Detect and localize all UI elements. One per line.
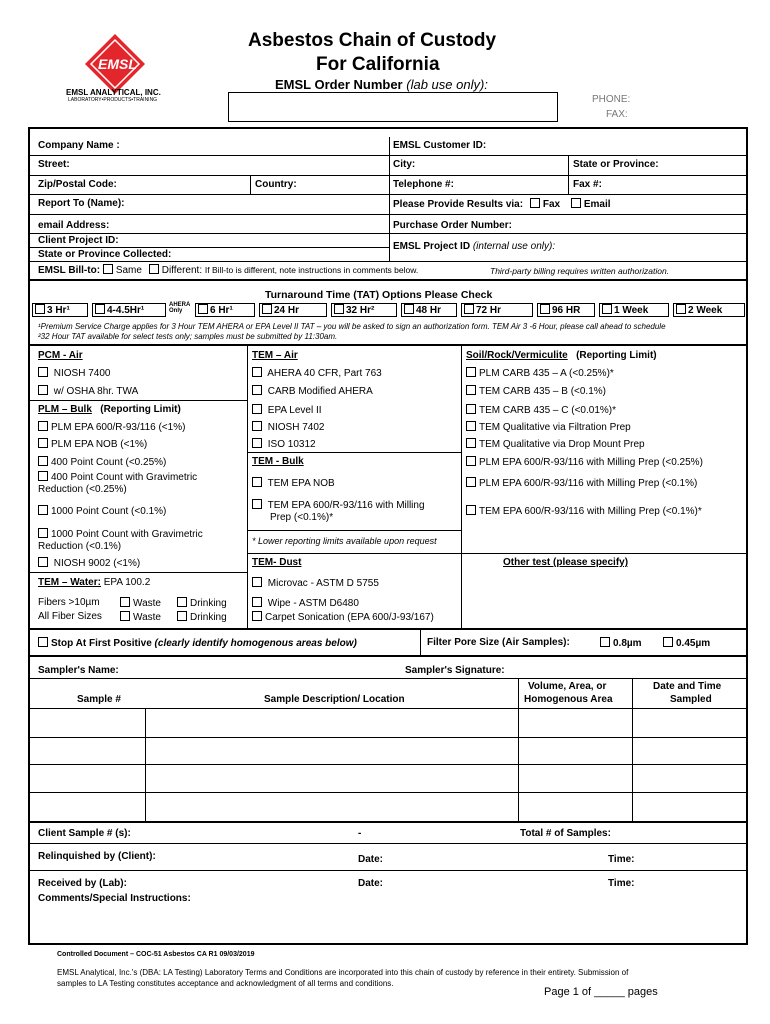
tat-footnote-1: ¹Premium Service Charge applies for 3 Hour TEM AHERA or EPA Level II TAT – you will be asked to sign an authorization form. TEM Air 3 -6 Hour, please call ahead to schedule: [38, 322, 666, 331]
page-count: Page 1 of _____ pages: [544, 986, 658, 998]
pc400-grav-option[interactable]: 400 Point Count with Gravimetric: [38, 471, 197, 484]
order-number-box[interactable]: [228, 92, 558, 122]
tat-72hr[interactable]: 72 Hr: [461, 303, 533, 317]
iso-10312-option[interactable]: ISO 10312: [252, 438, 316, 451]
state-label: State or Province:: [573, 159, 659, 170]
pc1000-grav-line2: Reduction (<0.1%): [38, 541, 122, 552]
terms-line2: samples to LA Testing constitutes acceptance and acknowledgment of all terms and conditions.: [57, 979, 394, 988]
telephone-label: Telephone #:: [393, 179, 454, 190]
tem-carb-b-option[interactable]: TEM CARB 435 – B (<0.1%): [466, 385, 606, 398]
tem-dust-heading: TEM- Dust: [252, 557, 302, 568]
tem-epa600-option[interactable]: TEM EPA 600/R-93/116 with Milling: [252, 499, 425, 512]
received-time-label: Time:: [608, 878, 635, 889]
lower-limits-note: * Lower reporting limits available upon request: [252, 536, 437, 546]
tem-carb-c-option[interactable]: TEM CARB 435 – C (<0.01%)*: [466, 404, 616, 417]
col-sample-description: Sample Description/ Location: [264, 694, 405, 705]
page-title-line2: For California: [316, 54, 440, 75]
pc1000-option[interactable]: 1000 Point Count (<0.1%): [38, 505, 166, 518]
tat-footnote-2: ²32 Hour TAT available for select tests only; samples must be submitted by 11:30am.: [38, 332, 338, 341]
city-label: City:: [393, 159, 416, 170]
state-collected-label: State or Province Collected:: [38, 249, 172, 260]
niosh-9002-option[interactable]: NIOSH 9002 (<1%): [38, 557, 140, 570]
zip-label: Zip/Postal Code:: [38, 179, 117, 190]
client-sample-dash: -: [358, 828, 362, 839]
tat-1week[interactable]: 1 Week: [599, 303, 669, 317]
order-number-label: EMSL Order Number (lab use only):: [275, 77, 488, 92]
tat-4hr[interactable]: 4-4.5Hr¹: [92, 303, 166, 317]
street-label: Street:: [38, 159, 70, 170]
pcm-air-heading: PCM - Air: [38, 350, 83, 361]
pore-045-option[interactable]: 0.45µm: [663, 637, 710, 650]
col-sample-number: Sample #: [77, 694, 121, 705]
pc400-option[interactable]: 400 Point Count (<0.25%): [38, 456, 166, 469]
tem-epa600-line2: Prep (<0.1%)*: [270, 512, 334, 523]
soil-heading: Soil/Rock/Vermiculite (Reporting Limit): [466, 350, 657, 361]
tat-24hr[interactable]: 24 Hr: [259, 303, 327, 317]
tat-3hr[interactable]: 3 Hr¹: [32, 303, 88, 317]
relinquished-date-label: Date:: [358, 854, 384, 865]
emsl-project-label: EMSL Project ID (internal use only):: [393, 241, 556, 252]
client-sample-label: Client Sample # (s):: [38, 828, 131, 839]
niosh-7402-option[interactable]: NIOSH 7402: [252, 421, 324, 434]
microvac-option[interactable]: Microvac - ASTM D 5755: [252, 577, 379, 590]
col-volume-line2: Homogenous Area: [524, 694, 613, 705]
controlled-document: Controlled Document – COC-51 Asbestos CA R1 09/03/2019: [57, 951, 255, 958]
epa-level2-option[interactable]: EPA Level II: [252, 404, 322, 417]
tem-qual-drop-option[interactable]: TEM Qualitative via Drop Mount Prep: [466, 438, 645, 451]
osha-option[interactable]: w/ OSHA 8hr. TWA: [38, 385, 138, 398]
tem-epa-nob-option[interactable]: TEM EPA NOB: [252, 477, 335, 490]
bill-to-row: EMSL Bill-to: Same Different: If Bill-to is different, note instructions in comments below.: [38, 265, 419, 276]
tat-title: Turnaround Time (TAT) Options Please Check: [265, 289, 493, 301]
relinquished-time-label: Time:: [608, 854, 635, 865]
customer-id-label: EMSL Customer ID:: [393, 140, 487, 151]
col-date-line1: Date and Time: [653, 681, 722, 692]
tat-2week[interactable]: 2 Week: [673, 303, 745, 317]
po-label: Purchase Order Number:: [393, 220, 512, 231]
page-title-line1: Asbestos Chain of Custody: [248, 30, 497, 51]
tem-water-heading: TEM – Water: EPA 100.2: [38, 577, 151, 588]
total-samples-label: Total # of Samples:: [520, 828, 611, 839]
phone-label: PHONE:: [592, 94, 631, 105]
fax-label: FAX:: [606, 109, 628, 120]
received-date-label: Date:: [358, 878, 384, 889]
logo-company-name: EMSL ANALYTICAL, INC.: [66, 88, 161, 97]
all-fibers-drinking[interactable]: Drinking: [177, 611, 227, 624]
company-name-label: Company Name :: [38, 140, 120, 151]
carb-ahera-option[interactable]: CARB Modified AHERA: [252, 385, 373, 398]
plm-epa-option[interactable]: PLM EPA 600/R-93/116 (<1%): [38, 421, 185, 434]
wipe-option[interactable]: Wipe - ASTM D6480: [252, 597, 359, 610]
all-fibers-label: All Fiber Sizes: [38, 611, 102, 622]
tat-96hr[interactable]: 96 HR: [537, 303, 595, 317]
sampler-signature-label: Sampler's Signature:: [405, 665, 505, 676]
plm-bulk-heading: PLM – Bulk (Reporting Limit): [38, 404, 181, 415]
col-volume-line1: Volume, Area, or: [528, 681, 607, 692]
client-project-label: Client Project ID:: [38, 235, 119, 246]
relinquished-label: Relinquished by (Client):: [38, 851, 156, 862]
all-fibers-waste[interactable]: Waste: [120, 611, 161, 624]
tem-mill-01-option[interactable]: TEM EPA 600/R-93/116 with Milling Prep (<0.1%)*: [466, 505, 702, 518]
tat-6hr[interactable]: 6 Hr¹: [195, 303, 255, 317]
received-label: Received by (Lab):: [38, 878, 127, 889]
plm-carb-a-option[interactable]: PLM CARB 435 – A (<0.25%)*: [466, 367, 614, 380]
bill-same-checkbox[interactable]: [103, 264, 113, 274]
pc400-grav-line2: Reduction (<0.25%): [38, 484, 127, 495]
provide-results-label: Please Provide Results via: Fax Email: [393, 199, 611, 210]
niosh-7400-option[interactable]: NIOSH 7400: [38, 367, 110, 380]
country-label: Country:: [255, 179, 297, 190]
fibers-10-drinking[interactable]: Drinking: [177, 597, 227, 610]
email-label: email Address:: [38, 220, 110, 231]
terms-line1: EMSL Analytical, Inc.'s (DBA: LA Testing) Laboratory Terms and Conditions are incorporated into this chain of custody by reference in their entirety. Submission of: [57, 968, 629, 977]
plm-nob-option[interactable]: PLM EPA NOB (<1%): [38, 438, 147, 451]
tat-ahera-note: AHERA Only: [169, 302, 191, 314]
col-date-line2: Sampled: [670, 694, 712, 705]
sampler-name-label: Sampler's Name:: [38, 665, 119, 676]
carpet-option[interactable]: Carpet Sonication (EPA 600/J-93/167): [252, 611, 434, 624]
bill-different-checkbox[interactable]: [149, 264, 159, 274]
pc1000-grav-option[interactable]: 1000 Point Count with Gravimetric: [38, 528, 203, 541]
third-party-note: Third-party billing requires written authorization.: [490, 266, 670, 276]
results-fax-checkbox[interactable]: [530, 198, 540, 208]
other-test-heading: Other test (please specify): [503, 557, 629, 568]
results-email-checkbox[interactable]: [571, 198, 581, 208]
emsl-logo: [60, 32, 170, 107]
pore-08-option[interactable]: 0.8µm: [600, 637, 642, 650]
fibers-10-label: Fibers >10µm: [38, 597, 100, 608]
tem-bulk-heading: TEM - Bulk: [252, 456, 304, 467]
fax-number-label: Fax #:: [573, 179, 602, 190]
tem-qual-filt-option[interactable]: TEM Qualitative via Filtration Prep: [466, 421, 631, 434]
stop-first-positive-option[interactable]: Stop At First Positive (clearly identify homogenous areas below): [38, 637, 357, 650]
comments-label: Comments/Special Instructions:: [38, 893, 191, 904]
tat-32hr[interactable]: 32 Hr²: [331, 303, 397, 317]
tat-48hr[interactable]: 48 Hr: [401, 303, 457, 317]
ahera-option[interactable]: AHERA 40 CFR, Part 763: [252, 367, 382, 380]
logo-tagline: LABORATORY•PRODUCTS•TRAINING: [68, 97, 158, 103]
plm-mill-025-option[interactable]: PLM EPA 600/R-93/116 with Milling Prep (<0.25%): [466, 456, 703, 469]
tem-air-heading: TEM – Air: [252, 350, 298, 361]
report-to-label: Report To (Name):: [38, 198, 125, 209]
plm-mill-01-option[interactable]: PLM EPA 600/R-93/116 with Milling Prep (<0.1%): [466, 477, 697, 490]
fibers-10-waste[interactable]: Waste: [120, 597, 161, 610]
logo-text: EMSL: [98, 56, 137, 72]
filter-pore-label: Filter Pore Size (Air Samples):: [427, 637, 570, 648]
